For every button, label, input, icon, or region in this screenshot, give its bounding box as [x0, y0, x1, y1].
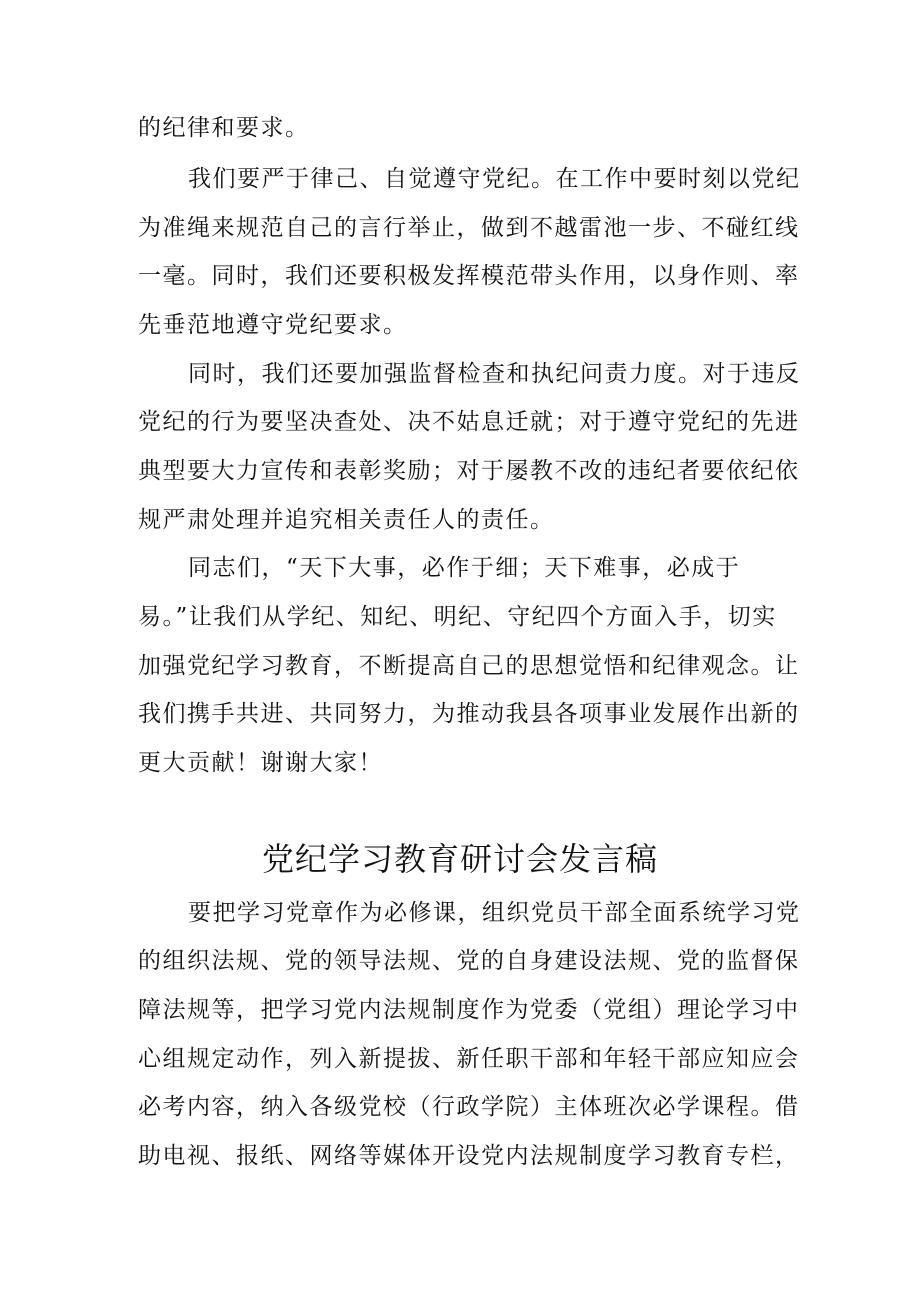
paragraph-line: 一毫。同时，我们还要积极发挥模范带头作用，以身作则、率 — [138, 263, 800, 289]
paragraph-line: 党纪的行为要坚决查处、决不姑息迁就；对于遵守党纪的先进 — [138, 409, 800, 435]
document-title: 党纪学习教育研讨会发言稿 — [261, 840, 658, 878]
paragraph-line: 典型要大力宣传和表彰奖励；对于屡教不改的违纪者要依纪依 — [138, 458, 800, 484]
paragraph-line: 的组织法规、党的领导法规、党的自身建设法规、党的监督保 — [138, 948, 800, 974]
paragraph-line: 障法规等，把学习党内法规制度作为党委（党组）理论学习中 — [138, 997, 800, 1023]
paragraph-line: 更大贡献！谢谢大家！ — [138, 750, 383, 776]
paragraph-line: 助电视、报纸、网络等媒体开设党内法规制度学习教育专栏， — [138, 1143, 800, 1169]
paragraph-line: 加强党纪学习教育，不断提高自己的思想觉悟和纪律观念。让 — [138, 653, 800, 679]
paragraph-first-line: 我们要严于律己、自觉遵守党纪。在工作中要时刻以党纪 — [188, 166, 801, 192]
paragraph-first-line: 同志们，“天下大事，必作于细；天下难事，必成于 — [188, 555, 741, 581]
paragraph-line: 的纪律和要求。 — [138, 115, 310, 141]
paragraph-line: 为准绳来规范自己的言行举止，做到不越雷池一步、不碰红线 — [138, 215, 800, 241]
paragraph-line: 心组规定动作，列入新提拔、新任职干部和年轻干部应知应会 — [138, 1046, 800, 1072]
paragraph-line: 规严肃处理并追究相关责任人的责任。 — [138, 507, 555, 533]
paragraph-line: 我们携手共进、共同努力，为推动我县各项事业发展作出新的 — [138, 701, 800, 727]
paragraph-line: 先垂范地遵守党纪要求。 — [138, 312, 408, 338]
paragraph-first-line: 同时，我们还要加强监督检查和执纪问责力度。对于违反 — [188, 361, 801, 387]
paragraph-line: 易。”让我们从学纪、知纪、明纪、守纪四个方面入手，切实 — [138, 604, 777, 630]
paragraph-first-line: 要把学习党章作为必修课，组织党员干部全面系统学习党 — [188, 900, 801, 926]
paragraph-line: 必考内容，纳入各级党校（行政学院）主体班次必学课程。借 — [138, 1094, 800, 1120]
